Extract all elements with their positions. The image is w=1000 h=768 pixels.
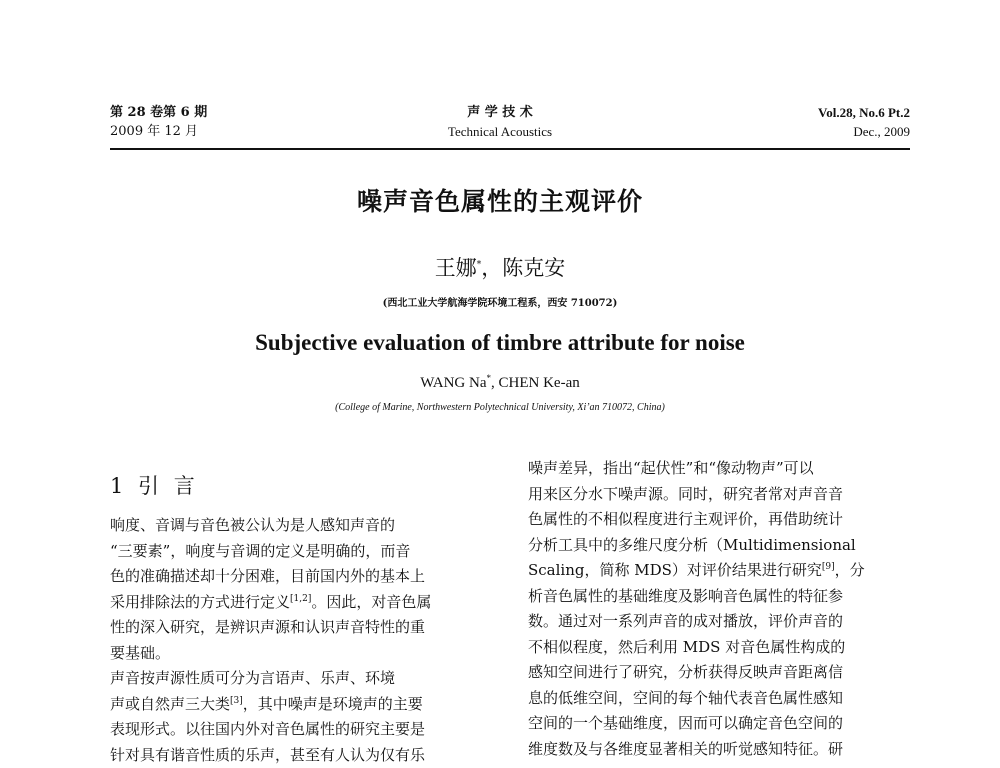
right-column bbox=[528, 456, 900, 762]
author-rest-en: , CHEN Ke-an bbox=[491, 375, 580, 391]
line-text: 声音按声源性质可分为言语声、乐声、环境 bbox=[110, 669, 395, 687]
text-line bbox=[110, 641, 480, 667]
text-line bbox=[528, 737, 900, 763]
text-line bbox=[528, 635, 900, 661]
line-text: 分析工具中的多维尺度分析（Multidimensional bbox=[528, 536, 856, 554]
header-volume-en: Vol.28, No.6 Pt.2 bbox=[818, 104, 910, 121]
text-line bbox=[110, 615, 480, 641]
line-text: 空间的一个基础维度，因而可以确定音色空间的 bbox=[528, 714, 843, 732]
line-text: 针对具有谐音性质的乐声，甚至有人认为仅有乐 bbox=[110, 746, 425, 764]
line-text: Scaling，简称 MDS）对评价结果进行研究 bbox=[528, 561, 822, 579]
line-text: 维度数及与各维度显著相关的听觉感知特征。研 bbox=[528, 740, 843, 758]
text-line bbox=[528, 660, 900, 686]
text-line bbox=[528, 533, 900, 559]
line-text-after: 。因此，对音色属 bbox=[311, 593, 431, 611]
header-date-en: Dec., 2009 bbox=[853, 123, 910, 140]
citation-ref: [1,2] bbox=[290, 594, 311, 604]
affiliation-en: (College of Marine, Northwestern Polytechnical University, Xi’an 710072, China) bbox=[0, 402, 1000, 413]
line-text: 息的低维空间，空间的每个轴代表音色属性感知 bbox=[528, 689, 843, 707]
line-text: 噪声差异，指出“起伏性”和“像动物声”可以 bbox=[528, 459, 814, 477]
line-text: 声或自然声三大类 bbox=[110, 695, 230, 713]
text-line bbox=[110, 590, 480, 616]
text-line bbox=[528, 507, 900, 533]
line-text: 表现形式。以往国内外对音色属性的研究主要是 bbox=[110, 720, 425, 738]
line-text: “三要素”，响度与音调的定义是明确的，而音 bbox=[110, 542, 410, 560]
text-line bbox=[528, 686, 900, 712]
line-text: 要基础。 bbox=[110, 644, 170, 662]
line-text: 不相似程度，然后利用 MDS 对音色属性构成的 bbox=[528, 638, 845, 656]
line-text: 感知空间进行了研究，分析获得反映声音距离信 bbox=[528, 663, 843, 681]
text-line bbox=[110, 692, 480, 718]
text-line bbox=[110, 564, 480, 590]
line-text: 响度、音调与音色被公认为是人感知声音的 bbox=[110, 516, 395, 534]
text-line bbox=[528, 482, 900, 508]
header-journal-cn: 声 学 技 术 bbox=[0, 104, 1000, 121]
text-line bbox=[110, 717, 480, 743]
citation-ref: [9] bbox=[822, 562, 835, 572]
text-line bbox=[528, 456, 900, 482]
line-text: 采用排除法的方式进行定义 bbox=[110, 593, 290, 611]
header-volume-cn: 第 28 卷第 6 期 bbox=[110, 104, 207, 121]
authors-cn bbox=[0, 252, 1000, 282]
author-rest-cn: ，陈克安 bbox=[481, 256, 565, 280]
text-line bbox=[528, 558, 900, 584]
text-line bbox=[110, 666, 480, 692]
section-heading: 1 引 言 bbox=[110, 470, 199, 500]
author-name-en: WANG Na bbox=[420, 375, 486, 391]
authors-en bbox=[0, 375, 1000, 392]
text-line bbox=[110, 539, 480, 565]
line-text-after: ，其中噪声是环境声的主要 bbox=[243, 695, 423, 713]
text-line bbox=[110, 513, 480, 539]
header-date-cn: 2009 年 12 月 bbox=[110, 123, 198, 140]
line-text: 色属性的不相似程度进行主观评价，再借助统计 bbox=[528, 510, 843, 528]
text-line bbox=[528, 609, 900, 635]
author-name-cn: 王娜 bbox=[435, 256, 477, 280]
text-line bbox=[528, 584, 900, 610]
line-text: 用来区分水下噪声源。同时，研究者常对声音音 bbox=[528, 485, 843, 503]
line-text: 析音色属性的基础维度及影响音色属性的特征参 bbox=[528, 587, 843, 605]
title-cn: 噪声音色属性的主观评价 bbox=[0, 182, 1000, 218]
left-column bbox=[110, 513, 480, 768]
citation-ref: [3] bbox=[230, 696, 243, 706]
text-line bbox=[528, 711, 900, 737]
header-rule bbox=[110, 148, 910, 150]
corresponding-mark-cn: * bbox=[477, 260, 482, 270]
affiliation-cn: (西北工业大学航海学院环境工程系，西安 710072) bbox=[0, 294, 1000, 309]
text-line bbox=[110, 743, 480, 768]
line-text: 性的深入研究，是辨识声源和认识声音特性的重 bbox=[110, 618, 425, 636]
line-text: 色的准确描述却十分困难，目前国内外的基本上 bbox=[110, 567, 425, 585]
corresponding-mark-en: * bbox=[487, 373, 492, 383]
line-text-after: ，分 bbox=[835, 561, 865, 579]
title-en: Subjective evaluation of timbre attribute for noise bbox=[0, 330, 1000, 356]
header-journal-en: Technical Acoustics bbox=[0, 123, 1000, 140]
line-text: 数。通过对一系列声音的成对播放，评价声音的 bbox=[528, 612, 843, 630]
